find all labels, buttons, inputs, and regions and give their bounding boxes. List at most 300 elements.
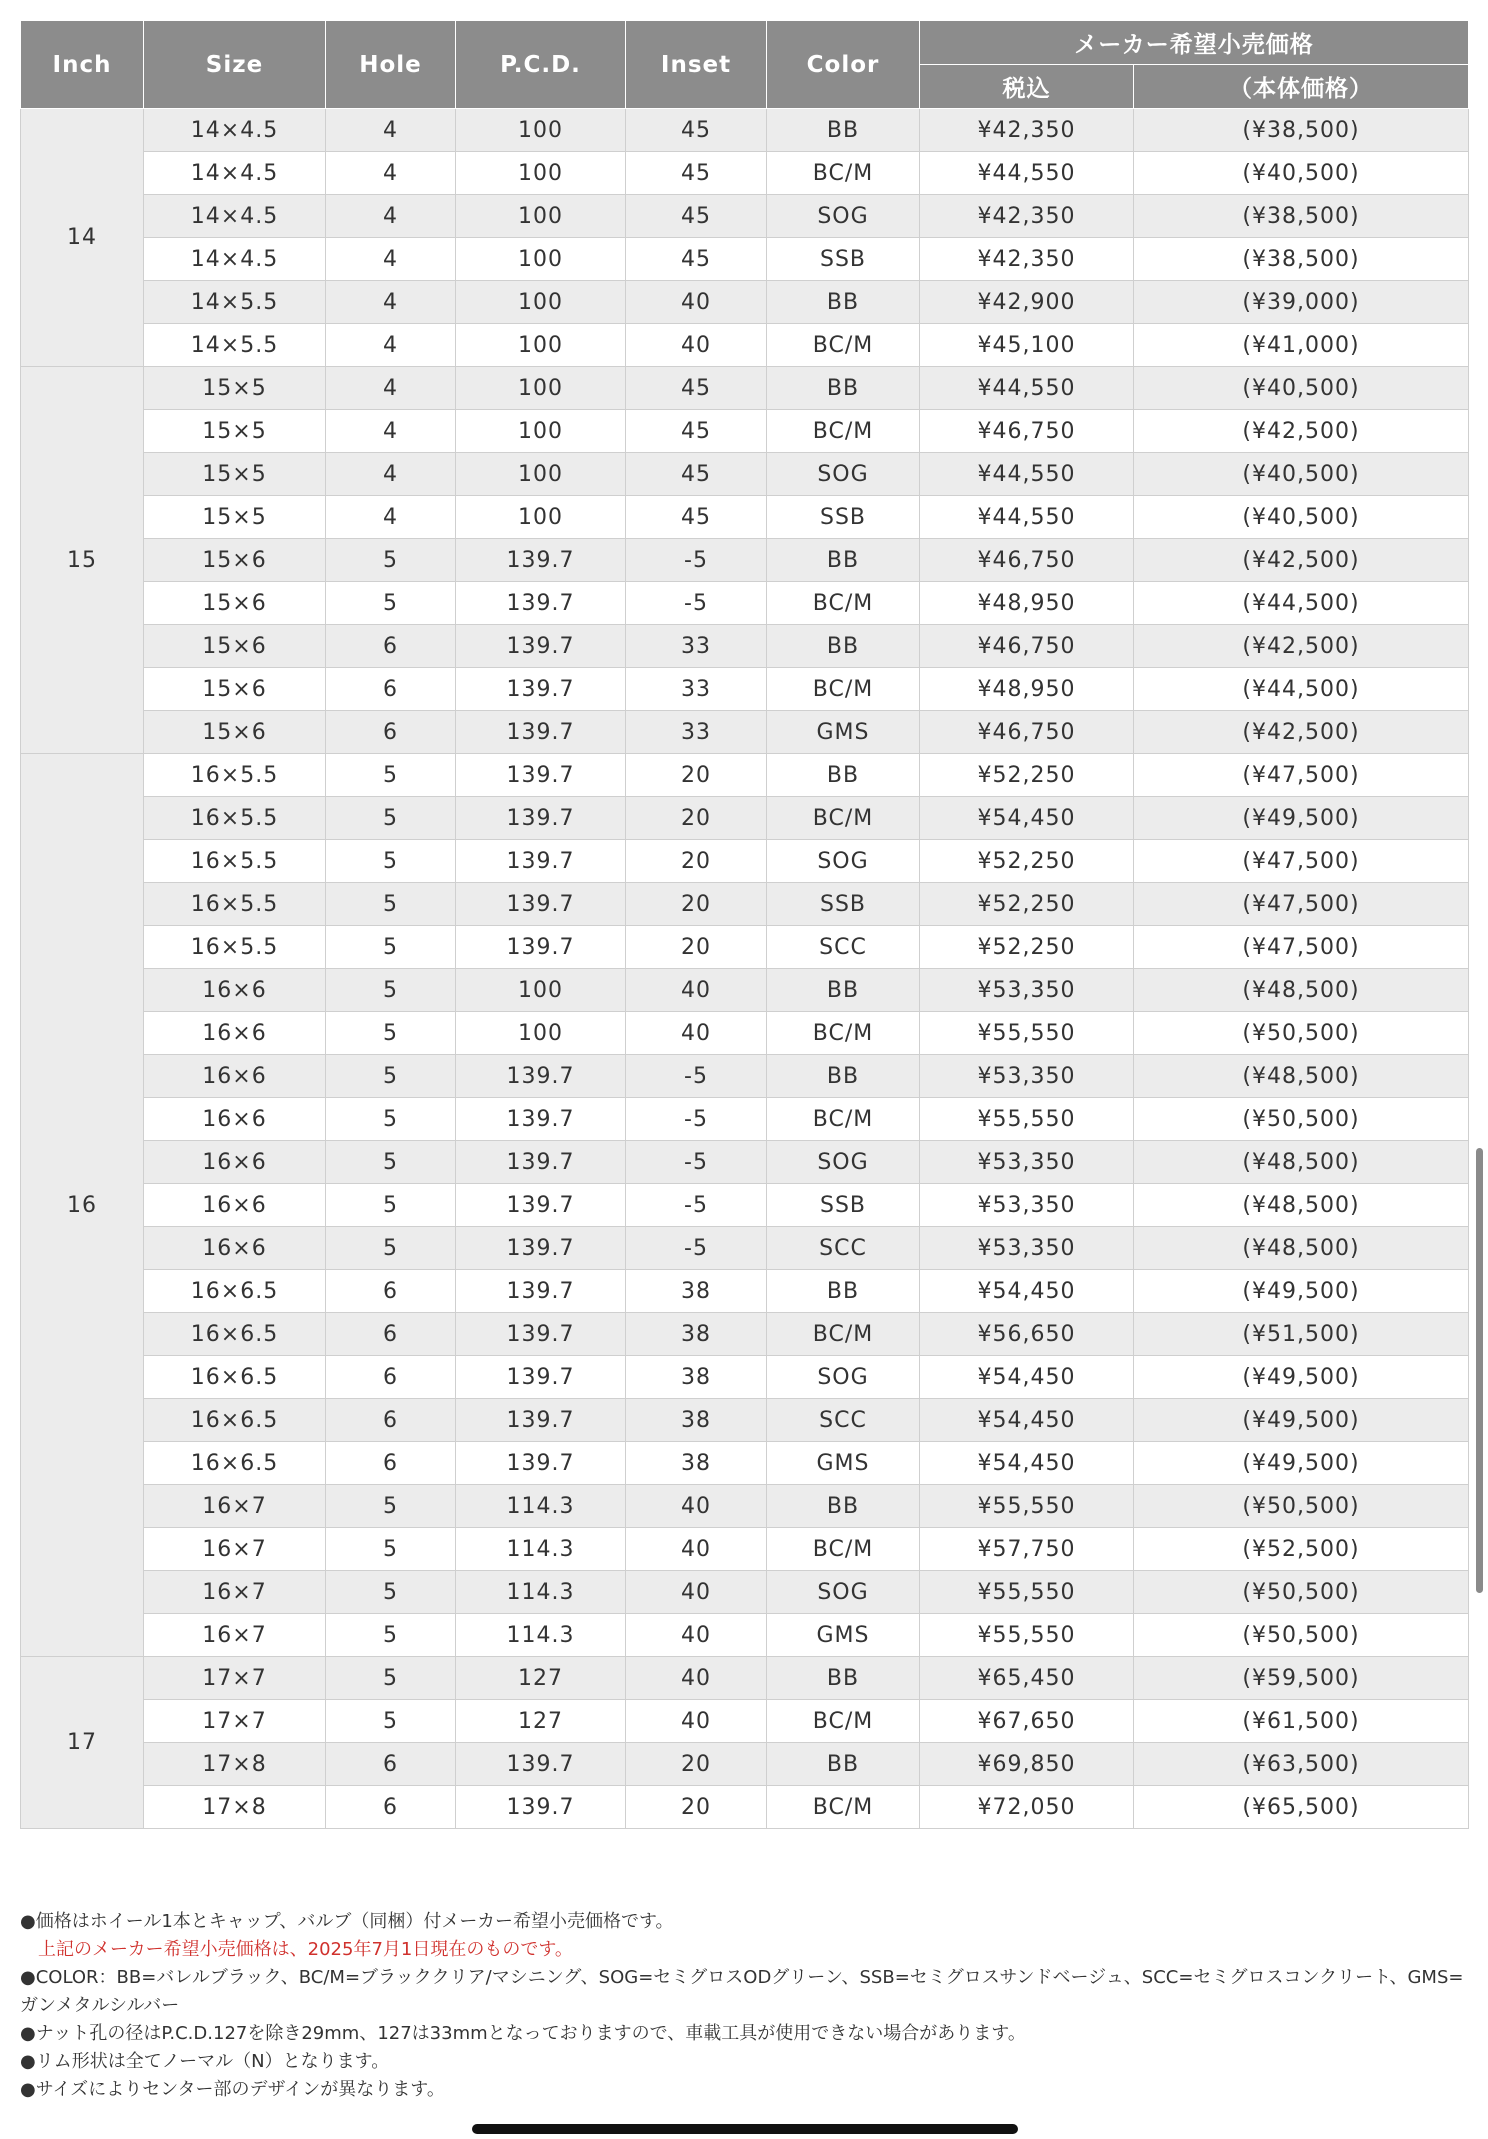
cell-price-base: (¥40,500) bbox=[1134, 152, 1469, 195]
cell-hole: 5 bbox=[326, 1055, 456, 1098]
cell-price-base: (¥42,500) bbox=[1134, 410, 1469, 453]
cell-price-base: (¥49,500) bbox=[1134, 1399, 1469, 1442]
cell-price-tax: ¥54,450 bbox=[920, 797, 1134, 840]
cell-price-tax: ¥42,350 bbox=[920, 238, 1134, 281]
cell-size: 14×5.5 bbox=[144, 281, 326, 324]
cell-price-tax: ¥56,650 bbox=[920, 1313, 1134, 1356]
cell-price-base: (¥40,500) bbox=[1134, 367, 1469, 410]
cell-price-tax: ¥46,750 bbox=[920, 711, 1134, 754]
cell-pcd: 139.7 bbox=[456, 1399, 626, 1442]
cell-inset: 40 bbox=[626, 1012, 767, 1055]
cell-color: BB bbox=[767, 1055, 920, 1098]
cell-color: SSB bbox=[767, 238, 920, 281]
cell-pcd: 127 bbox=[456, 1657, 626, 1700]
table-row bbox=[21, 1786, 1469, 1829]
cell-pcd: 139.7 bbox=[456, 1055, 626, 1098]
table-row bbox=[21, 281, 1469, 324]
cell-hole: 4 bbox=[326, 195, 456, 238]
cell-pcd: 139.7 bbox=[456, 926, 626, 969]
cell-hole: 4 bbox=[326, 281, 456, 324]
cell-inset: 45 bbox=[626, 152, 767, 195]
cell-inset: -5 bbox=[626, 582, 767, 625]
cell-price-base: (¥48,500) bbox=[1134, 1141, 1469, 1184]
cell-price-tax: ¥54,450 bbox=[920, 1270, 1134, 1313]
cell-price-base: (¥65,500) bbox=[1134, 1786, 1469, 1829]
cell-pcd: 139.7 bbox=[456, 1098, 626, 1141]
cell-hole: 6 bbox=[326, 1313, 456, 1356]
cell-pcd: 100 bbox=[456, 496, 626, 539]
cell-pcd: 139.7 bbox=[456, 668, 626, 711]
cell-color: BC/M bbox=[767, 1700, 920, 1743]
cell-inset: -5 bbox=[626, 1184, 767, 1227]
cell-hole: 6 bbox=[326, 1786, 456, 1829]
cell-pcd: 139.7 bbox=[456, 1141, 626, 1184]
cell-hole: 4 bbox=[326, 496, 456, 539]
cell-size: 16×5.5 bbox=[144, 797, 326, 840]
cell-size: 16×6 bbox=[144, 969, 326, 1012]
cell-color: BC/M bbox=[767, 668, 920, 711]
cell-inset: 38 bbox=[626, 1442, 767, 1485]
table-row bbox=[21, 238, 1469, 281]
cell-inset: 38 bbox=[626, 1313, 767, 1356]
table-row bbox=[21, 1700, 1469, 1743]
cell-price-base: (¥50,500) bbox=[1134, 1571, 1469, 1614]
cell-inset: -5 bbox=[626, 1141, 767, 1184]
cell-pcd: 100 bbox=[456, 238, 626, 281]
cell-pcd: 100 bbox=[456, 281, 626, 324]
cell-hole: 5 bbox=[326, 883, 456, 926]
cell-size: 16×6.5 bbox=[144, 1313, 326, 1356]
cell-inset: 40 bbox=[626, 969, 767, 1012]
cell-hole: 4 bbox=[326, 324, 456, 367]
cell-hole: 6 bbox=[326, 1270, 456, 1313]
cell-price-base: (¥63,500) bbox=[1134, 1743, 1469, 1786]
cell-size: 15×6 bbox=[144, 539, 326, 582]
cell-price-base: (¥47,500) bbox=[1134, 754, 1469, 797]
cell-inset: 40 bbox=[626, 281, 767, 324]
cell-inset: 45 bbox=[626, 453, 767, 496]
cell-hole: 5 bbox=[326, 754, 456, 797]
cell-inset: 20 bbox=[626, 840, 767, 883]
cell-pcd: 139.7 bbox=[456, 1227, 626, 1270]
cell-inset: 40 bbox=[626, 1614, 767, 1657]
table-row bbox=[21, 152, 1469, 195]
cell-pcd: 100 bbox=[456, 367, 626, 410]
cell-size: 14×4.5 bbox=[144, 152, 326, 195]
cell-size: 16×6.5 bbox=[144, 1270, 326, 1313]
cell-color: SOG bbox=[767, 1356, 920, 1399]
header-color: Color bbox=[767, 21, 920, 109]
cell-color: BB bbox=[767, 754, 920, 797]
cell-inset: -5 bbox=[626, 1227, 767, 1270]
cell-pcd: 139.7 bbox=[456, 1184, 626, 1227]
cell-color: GMS bbox=[767, 711, 920, 754]
table-row bbox=[21, 195, 1469, 238]
cell-color: BC/M bbox=[767, 1786, 920, 1829]
cell-price-tax: ¥42,900 bbox=[920, 281, 1134, 324]
cell-pcd: 139.7 bbox=[456, 883, 626, 926]
cell-inset: 20 bbox=[626, 926, 767, 969]
table-row bbox=[21, 1442, 1469, 1485]
table-row bbox=[21, 625, 1469, 668]
table-row bbox=[21, 1098, 1469, 1141]
cell-size: 14×4.5 bbox=[144, 109, 326, 152]
cell-pcd: 100 bbox=[456, 109, 626, 152]
table-row bbox=[21, 1356, 1469, 1399]
cell-color: GMS bbox=[767, 1614, 920, 1657]
cell-price-base: (¥47,500) bbox=[1134, 840, 1469, 883]
cell-hole: 4 bbox=[326, 238, 456, 281]
cell-price-tax: ¥54,450 bbox=[920, 1399, 1134, 1442]
table-row bbox=[21, 840, 1469, 883]
header-inch: Inch bbox=[21, 21, 144, 109]
cell-price-tax: ¥55,550 bbox=[920, 1485, 1134, 1528]
table-row bbox=[21, 1012, 1469, 1055]
cell-color: SSB bbox=[767, 883, 920, 926]
cell-size: 14×4.5 bbox=[144, 195, 326, 238]
cell-inset: 20 bbox=[626, 1786, 767, 1829]
cell-size: 15×5 bbox=[144, 453, 326, 496]
note-rim: ●リム形状は全てノーマル（N）となります。 bbox=[20, 2051, 390, 2072]
cell-price-base: (¥61,500) bbox=[1134, 1700, 1469, 1743]
cell-pcd: 139.7 bbox=[456, 582, 626, 625]
table-row bbox=[21, 1399, 1469, 1442]
cell-color: BC/M bbox=[767, 1098, 920, 1141]
cell-color: SOG bbox=[767, 195, 920, 238]
cell-price-base: (¥59,500) bbox=[1134, 1657, 1469, 1700]
cell-size: 14×5.5 bbox=[144, 324, 326, 367]
cell-price-tax: ¥48,950 bbox=[920, 668, 1134, 711]
cell-price-tax: ¥46,750 bbox=[920, 625, 1134, 668]
table-row bbox=[21, 1528, 1469, 1571]
cell-color: SCC bbox=[767, 1227, 920, 1270]
cell-price-tax: ¥65,450 bbox=[920, 1657, 1134, 1700]
header-price-group: メーカー希望小売価格 bbox=[920, 21, 1469, 65]
header-size: Size bbox=[144, 21, 326, 109]
table-row bbox=[21, 1657, 1469, 1700]
cell-price-base: (¥48,500) bbox=[1134, 1184, 1469, 1227]
cell-size: 16×6 bbox=[144, 1227, 326, 1270]
vertical-scrollbar[interactable] bbox=[1476, 1148, 1483, 1593]
cell-size: 16×5.5 bbox=[144, 883, 326, 926]
cell-pcd: 139.7 bbox=[456, 625, 626, 668]
cell-size: 17×7 bbox=[144, 1700, 326, 1743]
cell-hole: 5 bbox=[326, 1485, 456, 1528]
cell-price-tax: ¥57,750 bbox=[920, 1528, 1134, 1571]
cell-price-base: (¥50,500) bbox=[1134, 1485, 1469, 1528]
cell-size: 15×6 bbox=[144, 625, 326, 668]
table-row bbox=[21, 883, 1469, 926]
cell-price-tax: ¥44,550 bbox=[920, 496, 1134, 539]
cell-pcd: 100 bbox=[456, 453, 626, 496]
cell-size: 16×5.5 bbox=[144, 926, 326, 969]
note-design: ●サイズによりセンター部のデザインが異なります。 bbox=[20, 2079, 445, 2100]
cell-price-tax: ¥45,100 bbox=[920, 324, 1134, 367]
cell-size: 16×5.5 bbox=[144, 840, 326, 883]
cell-price-tax: ¥54,450 bbox=[920, 1356, 1134, 1399]
table-row bbox=[21, 539, 1469, 582]
cell-price-tax: ¥53,350 bbox=[920, 1055, 1134, 1098]
cell-hole: 4 bbox=[326, 152, 456, 195]
cell-color: BB bbox=[767, 1657, 920, 1700]
cell-inset: 45 bbox=[626, 367, 767, 410]
cell-price-tax: ¥52,250 bbox=[920, 883, 1134, 926]
cell-size: 14×4.5 bbox=[144, 238, 326, 281]
cell-hole: 5 bbox=[326, 1700, 456, 1743]
cell-inset: 45 bbox=[626, 410, 767, 453]
table-row bbox=[21, 324, 1469, 367]
cell-pcd: 114.3 bbox=[456, 1571, 626, 1614]
table-row bbox=[21, 1270, 1469, 1313]
cell-pcd: 114.3 bbox=[456, 1485, 626, 1528]
cell-color: BC/M bbox=[767, 410, 920, 453]
cell-price-tax: ¥55,550 bbox=[920, 1571, 1134, 1614]
cell-inset: 33 bbox=[626, 625, 767, 668]
cell-size: 15×5 bbox=[144, 410, 326, 453]
cell-price-tax: ¥53,350 bbox=[920, 1141, 1134, 1184]
table-row bbox=[21, 453, 1469, 496]
cell-size: 15×5 bbox=[144, 367, 326, 410]
cell-color: BC/M bbox=[767, 1012, 920, 1055]
cell-pcd: 100 bbox=[456, 324, 626, 367]
cell-hole: 5 bbox=[326, 1657, 456, 1700]
home-indicator[interactable] bbox=[472, 2124, 1018, 2134]
cell-price-tax: ¥44,550 bbox=[920, 152, 1134, 195]
note-price: ●価格はホイール1本とキャップ、バルブ（同梱）付メーカー希望小売価格です。 bbox=[20, 1911, 674, 1932]
cell-inset: 45 bbox=[626, 238, 767, 281]
cell-price-base: (¥48,500) bbox=[1134, 1055, 1469, 1098]
cell-color: SOG bbox=[767, 1571, 920, 1614]
cell-price-base: (¥52,500) bbox=[1134, 1528, 1469, 1571]
cell-color: BB bbox=[767, 969, 920, 1012]
cell-inset: 38 bbox=[626, 1356, 767, 1399]
cell-price-tax: ¥42,350 bbox=[920, 109, 1134, 152]
cell-hole: 5 bbox=[326, 926, 456, 969]
cell-price-base: (¥44,500) bbox=[1134, 668, 1469, 711]
cell-inset: -5 bbox=[626, 1098, 767, 1141]
cell-hole: 4 bbox=[326, 453, 456, 496]
cell-color: SOG bbox=[767, 453, 920, 496]
cell-hole: 5 bbox=[326, 1571, 456, 1614]
cell-price-tax: ¥42,350 bbox=[920, 195, 1134, 238]
cell-price-tax: ¥53,350 bbox=[920, 1184, 1134, 1227]
cell-inset: -5 bbox=[626, 539, 767, 582]
table-row bbox=[21, 1743, 1469, 1786]
cell-hole: 6 bbox=[326, 1743, 456, 1786]
cell-inset: 45 bbox=[626, 195, 767, 238]
cell-inset: 40 bbox=[626, 1700, 767, 1743]
cell-color: SOG bbox=[767, 840, 920, 883]
cell-price-base: (¥47,500) bbox=[1134, 926, 1469, 969]
cell-price-base: (¥50,500) bbox=[1134, 1614, 1469, 1657]
note-date: 上記のメーカー希望小売価格は、2025年7月1日現在のものです。 bbox=[38, 1939, 573, 1960]
cell-color: BC/M bbox=[767, 797, 920, 840]
cell-inset: 20 bbox=[626, 883, 767, 926]
cell-size: 15×6 bbox=[144, 668, 326, 711]
cell-color: BC/M bbox=[767, 152, 920, 195]
spec-table bbox=[20, 20, 1469, 1829]
cell-hole: 6 bbox=[326, 625, 456, 668]
cell-size: 16×6 bbox=[144, 1098, 326, 1141]
cell-pcd: 139.7 bbox=[456, 797, 626, 840]
cell-price-base: (¥50,500) bbox=[1134, 1012, 1469, 1055]
cell-size: 16×6 bbox=[144, 1141, 326, 1184]
cell-color: SCC bbox=[767, 926, 920, 969]
cell-price-base: (¥49,500) bbox=[1134, 1270, 1469, 1313]
cell-price-tax: ¥54,450 bbox=[920, 1442, 1134, 1485]
header-inset: Inset bbox=[626, 21, 767, 109]
cell-color: BB bbox=[767, 539, 920, 582]
cell-price-base: (¥40,500) bbox=[1134, 496, 1469, 539]
cell-inset: 20 bbox=[626, 754, 767, 797]
cell-price-tax: ¥46,750 bbox=[920, 539, 1134, 582]
cell-price-base: (¥42,500) bbox=[1134, 539, 1469, 582]
cell-price-base: (¥49,500) bbox=[1134, 797, 1469, 840]
cell-pcd: 139.7 bbox=[456, 711, 626, 754]
cell-price-tax: ¥52,250 bbox=[920, 840, 1134, 883]
cell-color: SOG bbox=[767, 1141, 920, 1184]
cell-size: 15×6 bbox=[144, 711, 326, 754]
cell-price-tax: ¥69,850 bbox=[920, 1743, 1134, 1786]
notes-section bbox=[20, 1908, 1470, 2104]
table-row bbox=[21, 797, 1469, 840]
cell-size: 16×6.5 bbox=[144, 1442, 326, 1485]
table-row bbox=[21, 1184, 1469, 1227]
cell-hole: 5 bbox=[326, 969, 456, 1012]
table-body bbox=[21, 109, 1469, 1829]
header-pcd: P.C.D. bbox=[456, 21, 626, 109]
cell-inset: 45 bbox=[626, 496, 767, 539]
cell-pcd: 139.7 bbox=[456, 1356, 626, 1399]
cell-price-base: (¥49,500) bbox=[1134, 1442, 1469, 1485]
cell-color: BB bbox=[767, 281, 920, 324]
cell-price-base: (¥40,500) bbox=[1134, 453, 1469, 496]
cell-price-base: (¥48,500) bbox=[1134, 969, 1469, 1012]
cell-price-base: (¥50,500) bbox=[1134, 1098, 1469, 1141]
cell-price-base: (¥42,500) bbox=[1134, 625, 1469, 668]
cell-size: 16×6.5 bbox=[144, 1356, 326, 1399]
cell-price-base: (¥51,500) bbox=[1134, 1313, 1469, 1356]
cell-hole: 4 bbox=[326, 410, 456, 453]
cell-inset: 40 bbox=[626, 1528, 767, 1571]
cell-inset: 40 bbox=[626, 324, 767, 367]
cell-color: BB bbox=[767, 625, 920, 668]
cell-pcd: 139.7 bbox=[456, 1743, 626, 1786]
cell-hole: 6 bbox=[326, 711, 456, 754]
table-row bbox=[21, 926, 1469, 969]
cell-inset: 40 bbox=[626, 1571, 767, 1614]
cell-color: GMS bbox=[767, 1442, 920, 1485]
cell-inch: 15 bbox=[21, 367, 144, 754]
cell-price-tax: ¥67,650 bbox=[920, 1700, 1134, 1743]
cell-pcd: 139.7 bbox=[456, 1270, 626, 1313]
cell-price-base: (¥41,000) bbox=[1134, 324, 1469, 367]
cell-hole: 5 bbox=[326, 840, 456, 883]
cell-size: 16×6 bbox=[144, 1055, 326, 1098]
cell-hole: 4 bbox=[326, 109, 456, 152]
cell-pcd: 100 bbox=[456, 152, 626, 195]
table-row bbox=[21, 711, 1469, 754]
cell-hole: 5 bbox=[326, 1184, 456, 1227]
header-tax-incl: 税込 bbox=[920, 65, 1134, 109]
cell-pcd: 139.7 bbox=[456, 1786, 626, 1829]
cell-hole: 5 bbox=[326, 1012, 456, 1055]
cell-price-tax: ¥46,750 bbox=[920, 410, 1134, 453]
cell-pcd: 139.7 bbox=[456, 1442, 626, 1485]
cell-hole: 6 bbox=[326, 1399, 456, 1442]
cell-inset: 33 bbox=[626, 711, 767, 754]
cell-color: SSB bbox=[767, 496, 920, 539]
cell-size: 16×7 bbox=[144, 1528, 326, 1571]
cell-size: 16×6 bbox=[144, 1184, 326, 1227]
cell-price-tax: ¥44,550 bbox=[920, 367, 1134, 410]
cell-hole: 5 bbox=[326, 1098, 456, 1141]
cell-hole: 6 bbox=[326, 668, 456, 711]
table-row bbox=[21, 1313, 1469, 1356]
cell-price-base: (¥38,500) bbox=[1134, 109, 1469, 152]
cell-hole: 4 bbox=[326, 367, 456, 410]
cell-hole: 5 bbox=[326, 539, 456, 582]
cell-price-tax: ¥52,250 bbox=[920, 754, 1134, 797]
cell-pcd: 114.3 bbox=[456, 1528, 626, 1571]
cell-color: BC/M bbox=[767, 324, 920, 367]
cell-pcd: 100 bbox=[456, 195, 626, 238]
cell-color: BB bbox=[767, 1270, 920, 1313]
cell-hole: 5 bbox=[326, 582, 456, 625]
table-row bbox=[21, 410, 1469, 453]
cell-size: 16×7 bbox=[144, 1571, 326, 1614]
cell-price-tax: ¥44,550 bbox=[920, 453, 1134, 496]
cell-price-base: (¥38,500) bbox=[1134, 195, 1469, 238]
table-row bbox=[21, 582, 1469, 625]
cell-color: BB bbox=[767, 367, 920, 410]
cell-size: 16×6.5 bbox=[144, 1399, 326, 1442]
cell-price-base: (¥49,500) bbox=[1134, 1356, 1469, 1399]
cell-hole: 6 bbox=[326, 1442, 456, 1485]
table-row bbox=[21, 1614, 1469, 1657]
table-row bbox=[21, 109, 1469, 152]
cell-hole: 5 bbox=[326, 1528, 456, 1571]
cell-hole: 5 bbox=[326, 1614, 456, 1657]
table-row bbox=[21, 1055, 1469, 1098]
cell-price-base: (¥38,500) bbox=[1134, 238, 1469, 281]
cell-price-tax: ¥55,550 bbox=[920, 1098, 1134, 1141]
cell-hole: 6 bbox=[326, 1356, 456, 1399]
cell-size: 17×7 bbox=[144, 1657, 326, 1700]
cell-inset: 45 bbox=[626, 109, 767, 152]
cell-inset: 20 bbox=[626, 797, 767, 840]
table-row bbox=[21, 754, 1469, 797]
cell-price-base: (¥42,500) bbox=[1134, 711, 1469, 754]
cell-inset: 40 bbox=[626, 1485, 767, 1528]
cell-inset: 20 bbox=[626, 1743, 767, 1786]
cell-price-base: (¥47,500) bbox=[1134, 883, 1469, 926]
table-row bbox=[21, 367, 1469, 410]
cell-size: 16×7 bbox=[144, 1614, 326, 1657]
cell-color: BC/M bbox=[767, 1528, 920, 1571]
cell-price-tax: ¥72,050 bbox=[920, 1786, 1134, 1829]
cell-inset: 38 bbox=[626, 1399, 767, 1442]
cell-size: 16×6 bbox=[144, 1012, 326, 1055]
cell-pcd: 100 bbox=[456, 410, 626, 453]
cell-inch: 16 bbox=[21, 754, 144, 1657]
cell-color: BC/M bbox=[767, 1313, 920, 1356]
cell-inset: -5 bbox=[626, 1055, 767, 1098]
cell-price-tax: ¥48,950 bbox=[920, 582, 1134, 625]
cell-pcd: 100 bbox=[456, 1012, 626, 1055]
cell-hole: 5 bbox=[326, 797, 456, 840]
cell-color: SCC bbox=[767, 1399, 920, 1442]
